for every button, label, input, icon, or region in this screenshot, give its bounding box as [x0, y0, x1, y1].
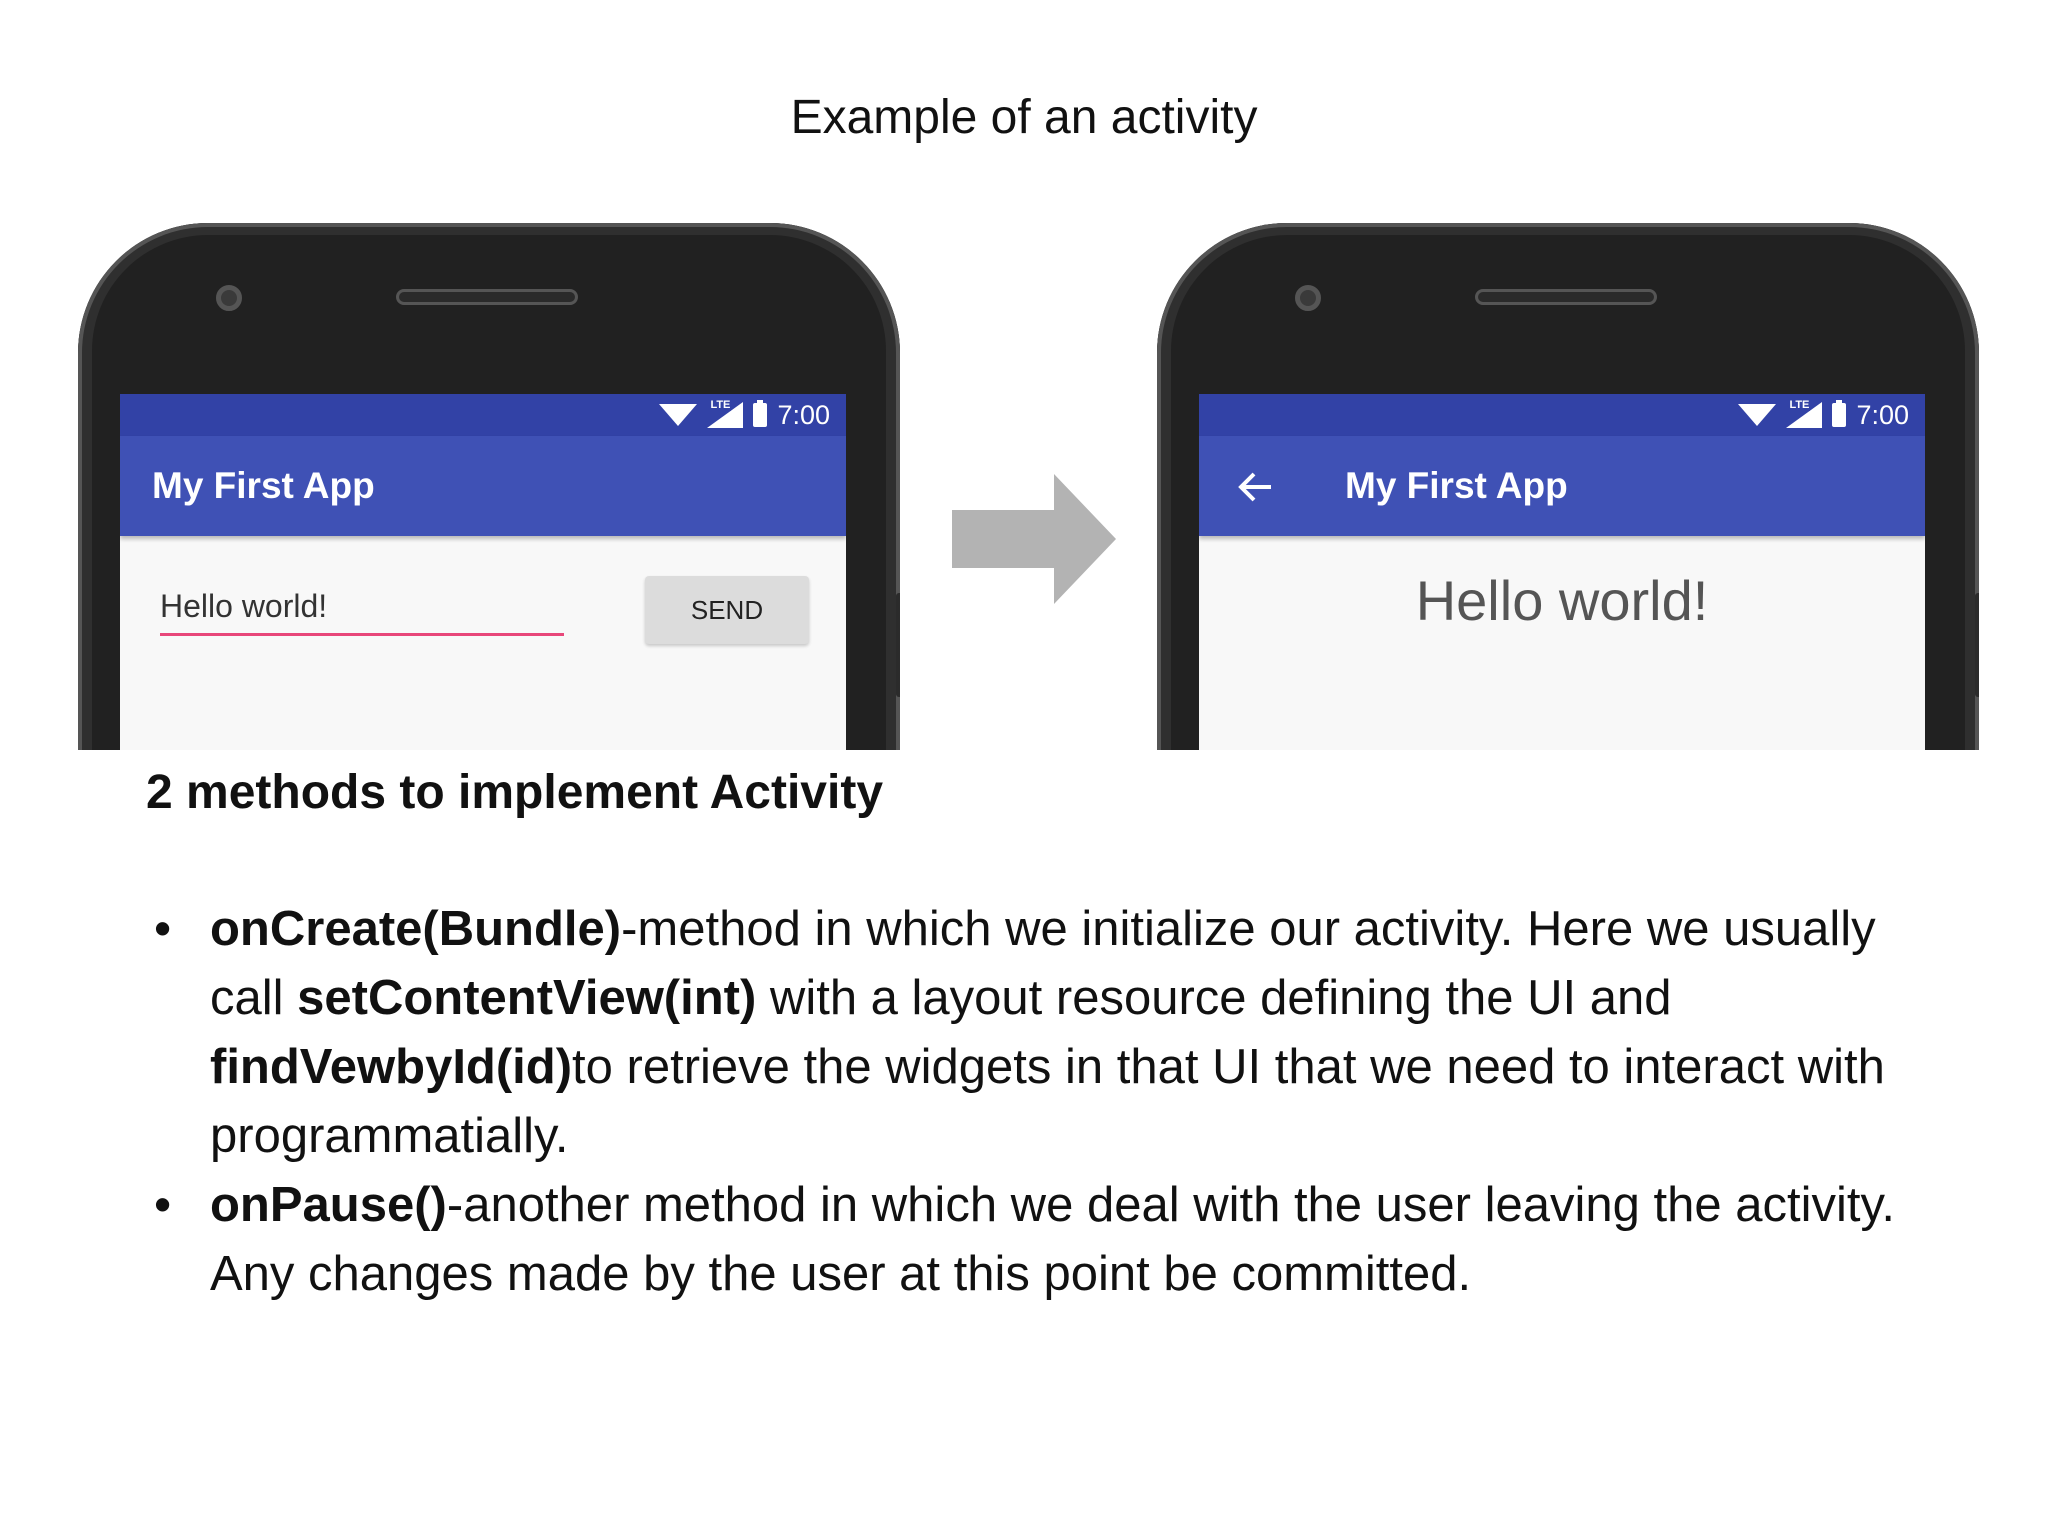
phone-left [78, 223, 900, 750]
section-heading: 2 methods to implement Activity [146, 766, 884, 819]
battery-icon [1832, 403, 1846, 427]
phone-screen [120, 394, 846, 750]
lte-signal-icon: LTE [1786, 402, 1822, 428]
phone-screen [1199, 394, 1925, 750]
camera-icon [1295, 285, 1321, 311]
speaker-grille [396, 289, 578, 305]
bullet-icon: • [154, 1178, 172, 1232]
status-time: 7:00 [1856, 399, 1909, 430]
right-arrow-icon [952, 474, 1116, 604]
slide-caption: Example of an activity [790, 91, 1258, 144]
bullet-icon: • [154, 902, 172, 956]
wifi-icon [1738, 404, 1776, 426]
send-button[interactable]: SEND [645, 576, 809, 644]
status-bar [120, 394, 846, 436]
lte-signal-icon: LTE [707, 402, 743, 428]
battery-icon [753, 403, 767, 427]
side-button [1975, 593, 1979, 697]
status-bar [1199, 394, 1925, 436]
message-input[interactable]: Hello world! [160, 584, 564, 636]
bullet-list [146, 895, 1946, 1309]
app-title: My First App [152, 465, 375, 506]
app-bar [120, 436, 846, 536]
list-item: • onCreate(Bundle)-method in which we initialize our activity. Here we usually call setContentView(int) with a layout resource defining the UI and findVewbyId(id)to retrieve the widgets in that UI that we need to interact with programmatially. [146, 895, 1946, 1171]
list-item: • onPause()-another method in which we deal with the user leaving the activity. Any changes made by the user at this point be committed. [146, 1171, 1946, 1309]
phone-right [1157, 223, 1979, 750]
app-title: My First App [1345, 465, 1568, 506]
message-text: Hello world! [1415, 569, 1709, 632]
app-bar [1199, 436, 1925, 536]
back-arrow-icon[interactable] [1237, 468, 1275, 506]
status-time: 7:00 [777, 399, 830, 430]
speaker-grille [1475, 289, 1657, 305]
content-area [1199, 536, 1925, 750]
camera-icon [216, 285, 242, 311]
content-area [120, 536, 846, 750]
wifi-icon [659, 404, 697, 426]
side-button [896, 593, 900, 697]
